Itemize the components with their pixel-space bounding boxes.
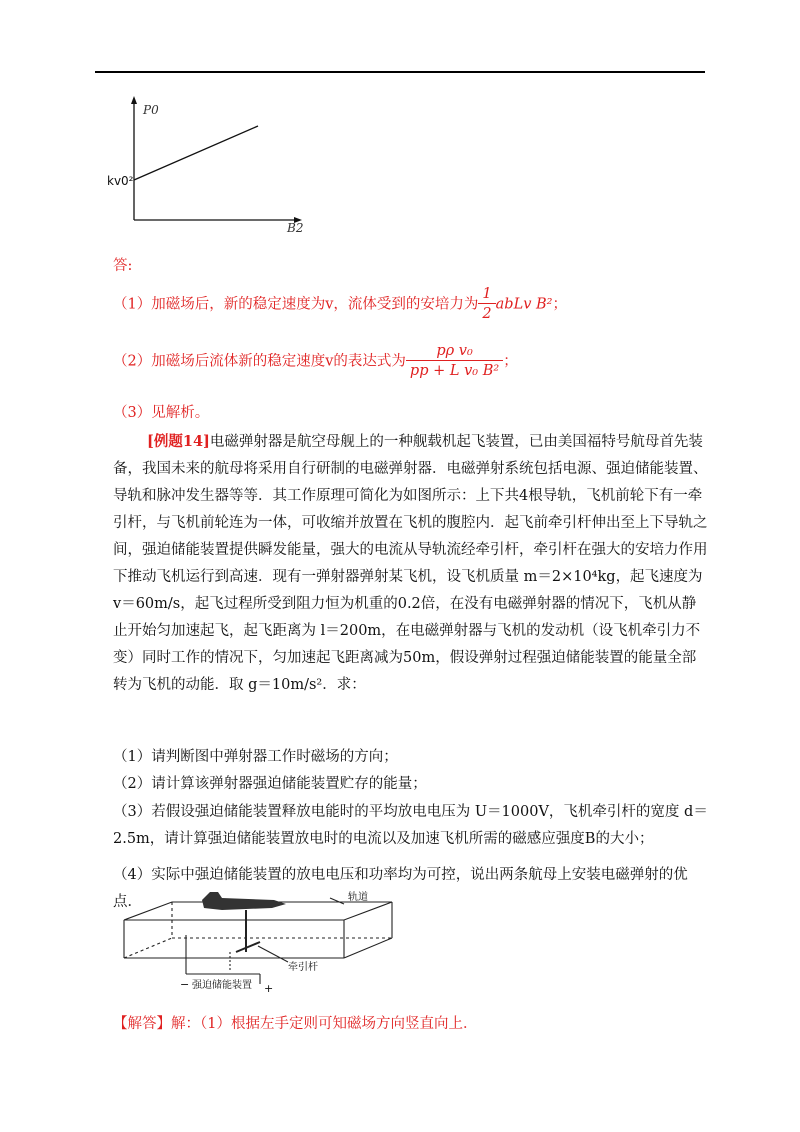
fraction-denominator: pp + L v₀ B² bbox=[409, 363, 500, 379]
p0-vs-b2-graph bbox=[105, 92, 320, 232]
example-label: [例题14] bbox=[147, 433, 210, 450]
electromagnetic-catapult-diagram bbox=[118, 890, 408, 1002]
fraction-numerator: pρ v₀ bbox=[406, 342, 503, 361]
answer-item-1-expr: abLv B² bbox=[495, 296, 553, 313]
example-paragraph bbox=[113, 428, 709, 699]
question-2: （2）请计算该弹射器强迫储能装置贮存的能量； bbox=[113, 776, 427, 792]
answer-item-1-suffix: ； bbox=[552, 296, 567, 313]
fraction-numerator: 1 bbox=[478, 285, 495, 304]
plus-sign: + bbox=[264, 982, 274, 995]
fraction-denominator: 2 bbox=[482, 306, 492, 322]
answer-item-2-suffix: ； bbox=[503, 353, 518, 370]
minus-sign: − bbox=[180, 978, 190, 991]
jet-icon bbox=[202, 892, 286, 910]
solution-label: 【解答】 bbox=[113, 1016, 171, 1032]
question-4: （4）实际中强迫储能装置的放电电压和功率均为可控，说出两条航母上安装电磁弹射的优点． bbox=[113, 867, 688, 910]
y-axis-arrow bbox=[131, 96, 137, 104]
intercept-label: kv0² bbox=[107, 174, 134, 188]
answer-label: 答: bbox=[113, 258, 133, 274]
answer-item-2 bbox=[113, 342, 518, 381]
answer-item-1-fraction bbox=[478, 285, 495, 324]
answer-item-1 bbox=[113, 285, 567, 324]
x-axis-label: B2 bbox=[287, 221, 304, 232]
question-1: （1）请判断图中弹射器工作时磁场的方向； bbox=[113, 749, 398, 765]
y-axis-label: P0 bbox=[143, 103, 159, 117]
rod-label: 牵引杆 bbox=[288, 962, 318, 973]
answer-item-1-prefix: （1）加磁场后，新的稳定速度为v，流体受到的安培力为 bbox=[113, 296, 479, 313]
graph-line bbox=[134, 126, 258, 180]
header-rule bbox=[95, 71, 705, 73]
solution-line bbox=[113, 1012, 477, 1033]
answer-item-2-prefix: （2）加磁场后流体新的稳定速度v的表达式为 bbox=[113, 353, 406, 370]
answer-item-3: （3）见解析。 bbox=[113, 405, 210, 421]
question-3: （3）若假设强迫储能装置释放电能时的平均放电电压为 U＝1000V，飞机牵引杆的宽度 d＝2.5m，请计算强迫储能装置放电时的电流以及加速飞机所需的磁感应强度B的大小； bbox=[113, 804, 708, 847]
storage-label: 强迫储能装置 bbox=[192, 980, 252, 991]
answer-item-2-fraction bbox=[406, 342, 503, 381]
example-body: 电磁弹射器是航空母舰上的一种舰载机起飞装置，已由美国福特号航母首先装备，我国未来的航母将采用自行研制的电磁弹射器．电磁弹射系统包括电源、强迫储能装置、导轨和脉冲发生器等等．其工作原理可简化为如图所示：上下共4根导轨，飞机前轮下有一牵引杆，与飞机前轮连为一体，可收缩并放置在飞机的腹腔内．起飞前牵引杆伸出至上下导轨之间，强迫储能装置提供瞬发能量，强大的电流从导轨流经牵引杆，牵引杆在强大的安培力作用下推动飞机运行到高速．现有一弹射器弹射某飞机，设飞机质量 m＝2×10⁴kg，起飞速度为 v＝60m/s，起飞过程所受到阻力恒为机重的0.2倍，在没有电磁弹射器的情况下，飞机从静止开始匀加速起飞，起飞距离为 l＝200m，在电磁弹射器与飞机的发动机（设飞机牵引力不变）同时工作的情况下，匀加速起飞距离减为50m，假设弹射过程强迫储能装置的能量全部转为飞机的动能．取 g＝10m/s²．求： bbox=[113, 434, 708, 693]
solution-text: 解：（1）根据左手定则可知磁场方向竖直向上． bbox=[171, 1016, 478, 1032]
rail-label: 轨道 bbox=[348, 892, 368, 903]
